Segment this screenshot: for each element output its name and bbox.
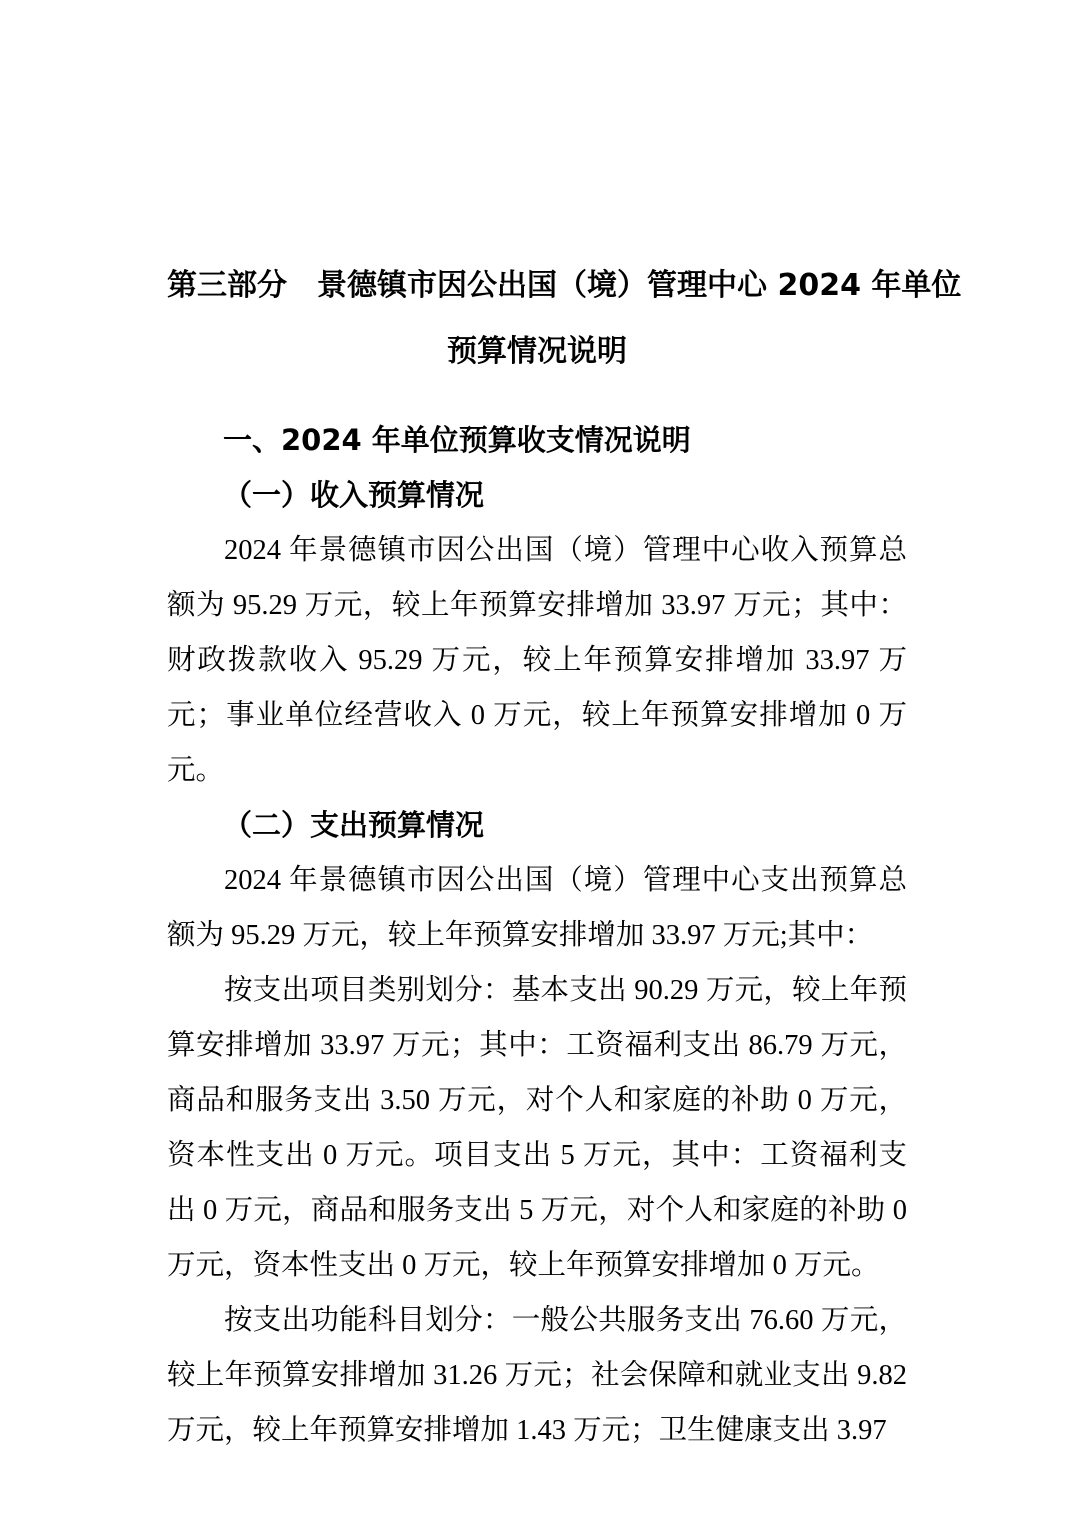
expenditure-paragraph-by-function: 按支出功能科目划分：一般公共服务支出 76.60 万元，较上年预算安排增加 31.26 万元；社会保障和就业支出 9.82 万元，较上年预算安排增加 1.43 万元；卫生健康支出 3.97 xyxy=(167,1305,907,1446)
section-1-heading: 一、2024 年单位预算收支情况说明 xyxy=(223,423,691,457)
document-title-line-1: 第三部分 景德镇市因公出国（境）管理中心 2024 年单位 xyxy=(167,268,962,303)
income-paragraph: 2024 年景德镇市因公出国（境）管理中心收入预算总额为 95.29 万元，较上年预算安排增加 33.97 万元；其中：财政拨款收入 95.29 万元，较上年预算安排增加 33.97 万元；事业单位经营收入 0 万元，较上年预算安排增加 0 万元。 xyxy=(167,535,907,786)
document-title xyxy=(167,253,962,385)
income-subsection-heading: （一）收入预算情况 xyxy=(223,478,485,512)
expenditure-paragraph-by-project-type: 按支出项目类别划分：基本支出 90.29 万元，较上年预算安排增加 33.97 万元；其中：工资福利支出 86.79 万元，商品和服务支出 3.50 万元，对个人和家庭的补助 0 万元，资本性支出 0 万元。项目支出 5 万元，其中：工资福利支出 0 万元，商品和服务支出 5 万元，对个人和家庭的补助 0 万元，资本性支出 0 万元，较上年预算安排增加 0 万元。 xyxy=(167,975,907,1281)
document-title-line-2: 预算情况说明 xyxy=(447,334,627,369)
expenditure-subsection-heading: （二）支出预算情况 xyxy=(223,808,485,842)
expenditure-paragraph-total: 2024 年景德镇市因公出国（境）管理中心支出预算总额为 95.29 万元，较上年预算安排增加 33.97 万元;其中： xyxy=(167,865,907,951)
